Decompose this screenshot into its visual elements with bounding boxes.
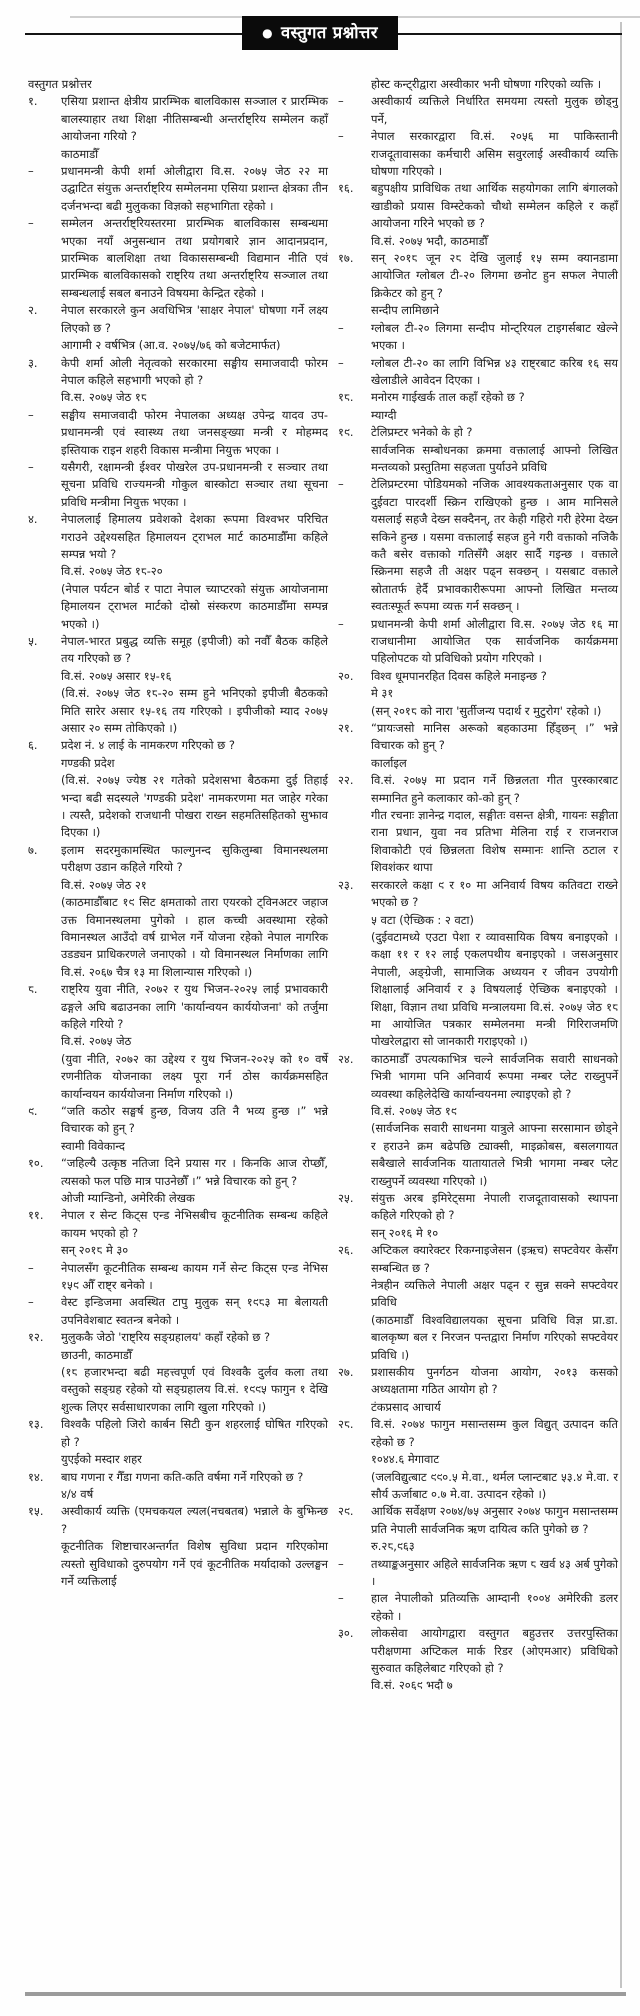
item-text: नेपाल-भारत प्रबुद्ध व्यक्ति समूह (इपीजी) को नवौँ बैठक कहिले तय गरिएको छ ? <box>61 634 328 666</box>
item-marker: – <box>28 407 34 422</box>
answer-item <box>28 877 328 894</box>
item-text: सार्वजनिक सम्बोधनका क्रममा वक्तालाई आफ्नो लिखित मन्तव्यको प्रस्तुतिमा सहजता पुर्याउने प्रविधि <box>371 442 618 474</box>
right-edge-line <box>620 22 622 1988</box>
item-text: अप्टिकल क्यारेक्टर रिकग्नाइजेसन (इऋच) सफ्टवेयर केसँग सम्बन्धित छ ? <box>371 1243 618 1275</box>
item-marker: – <box>338 616 344 631</box>
item-text: प्रदेश नं. ४ लाई के नामकरण गरिएको छ ? <box>61 738 235 753</box>
item-text: इलाम सदरमुकामस्थित फाल्गुनन्द सुकिलुम्बा विमानस्थलमा परीक्षण उडान कहिले गरियो ? <box>61 842 328 875</box>
item-text: (दुईवटामध्ये एउटा पेशा र व्यावसायिक विषय बनाइएको । कक्षा ११ र १२ लाई एकलपथीय बनाइएको । जसअनुसार नेपाली, अङ्ग्रेजी, सामाजिक अध्ययन र जीवन उपयोगी शिक्षालाई अनिवार्य र ३ विषयलाई ऐच्छिक बनाइएको । शिक्षा, विज्ञान तथा प्रविधि मन्त्रालयमा वि.सं. २०७५ जेठ १८ मा आयोजित पत्रकार सम्मेलनमा मन्त्री गिरिराजमणि पोखरेलद्वारा सो जानकारी गराइएको ।) <box>371 929 618 1049</box>
item-marker: – <box>338 355 344 370</box>
question-item <box>28 511 328 563</box>
item-text: वि.सं. २०७५ जेठ १९ <box>371 1103 457 1118</box>
item-text: वि.सं. २०७५ मा प्रदान गर्ने छिन्नलता गीत पुरस्कारबाट सम्मानित हुने कलाकार को-को हुन् ? <box>371 773 618 805</box>
item-text: वि.सं. २०७५ जेठ <box>61 1034 132 1049</box>
answer-item <box>338 755 618 772</box>
item-text: बहुपक्षीय प्राविधिक तथा आर्थिक सहयोगका लागि बंगालको खाडीको प्रयास विम्स्टेकको चौथो सम्मेलन कहिले र कहाँ आयोजना गरिने भएको छ ? <box>371 181 618 231</box>
question-item <box>338 180 618 232</box>
question-item <box>338 668 618 685</box>
answer-item <box>338 442 618 477</box>
answer-item <box>338 1103 618 1120</box>
answer-item <box>28 563 328 580</box>
question-item <box>28 1329 328 1346</box>
item-text: विश्वकै पहिलो जिरो कार्बन सिटी कुन शहरलाई घोषित गरिएको हो ? <box>61 1417 328 1449</box>
item-text: मनोरम गाईखर्क ताल कहाँ रहेको छ ? <box>371 390 525 405</box>
question-number: ९. <box>28 1103 38 1118</box>
question-number: १९. <box>338 425 354 440</box>
answer-item <box>338 1469 618 1504</box>
note-item <box>28 459 328 511</box>
question-item <box>28 981 328 1033</box>
question-number: ३. <box>28 355 38 370</box>
item-text: काठमाडौँ उपत्यकाभित्र चल्ने सार्वजनिक सवारी साधनको भित्री भागमा पनि अनिवार्य रूपमा नम्बर प्लेट राख्नुपर्ने व्यवस्था कहिलेदेखि कार्यान्वयनमा ल्याइएको हो ? <box>371 1051 618 1101</box>
item-text: सन् २०१८ मे ३० <box>61 1243 129 1258</box>
answer-item <box>338 1277 618 1312</box>
item-text: सङ्घीय समाजवादी फोरम नेपालका अध्यक्ष उपेन्द्र यादव उप-प्रधानमन्त्री एवं स्वास्थ्य तथा जनसङ्ख्या मन्त्री र मोहम्मद इस्तियाक राइन शहरी विकास मन्त्रीमा नियुक्त भएका । <box>61 407 328 457</box>
item-text: तथ्याङ्कअनुसार अहिले सार्वजनिक ऋण ८ खर्व ४३ अर्ब पुगेको । <box>371 1556 618 1588</box>
item-text: बाघ गणना र गैँडा गणना कति-कति वर्षमा गर्ने गरिएको छ ? <box>61 1469 304 1484</box>
answer-item <box>338 407 618 424</box>
item-text: वि.स. २०७५ जेठ १८ <box>61 390 147 405</box>
question-item <box>338 424 618 441</box>
item-text: वि.सं. २०७४ फागुन मसान्तसम्म कुल विद्युत् उत्पादन कति रहेको छ ? <box>371 1417 618 1449</box>
item-text: मुलुककै जेठो 'राष्ट्रिय सङ्ग्रहालय' कहाँ रहेको छ ? <box>61 1330 271 1345</box>
item-text: प्रशासकीय पुनर्गठन योजना आयोग, २०१३ कसको अध्यक्षतामा गठित आयोग हो ? <box>371 1365 618 1397</box>
item-text: सम्मेलन अन्तर्राष्ट्रियस्तरमा प्रारम्भिक बालविकास सम्बन्धमा भएका नयाँ अनुसन्धान तथा प्रयोगबारे ज्ञान आदानप्रदान, प्रारम्भिक बालशिक्षा तथा विकाससम्बन्धी विद्यमान नीति एवं प्रारम्भिक बालविकासको राष्ट्रिय तथा अन्तर्राष्ट्रिय सञ्जाल तथा सम्बन्धलाई सबल बनाउने विषयमा केन्द्रित रहेको । <box>61 216 328 300</box>
item-text: केपी शर्मा ओली नेतृत्वको सरकारमा सङ्घीय समाजवादी फोरम नेपाल कहिले सहभागी भएको हो ? <box>61 355 328 387</box>
question-item <box>338 877 618 912</box>
question-number: ५. <box>28 634 38 648</box>
answer-item <box>338 1225 618 1242</box>
item-text: ग्लोबल टी-२० का लागि विभिन्न ४३ राष्ट्रबाट करिब १६ सय खेलाडीले आवेदन दिएका । <box>371 355 618 387</box>
answer-item <box>28 337 328 354</box>
answer-item <box>338 1312 618 1364</box>
item-text: सन् २०१६ मे १० <box>371 1225 439 1240</box>
item-text: “प्रायःजसो मानिस अरूको बहकाउमा हिँड्छन् ।” भन्ने विचारक को हुन् ? <box>371 721 618 753</box>
question-number: २६. <box>338 1243 354 1258</box>
item-text: टेलिप्रम्टर भनेको के हो ? <box>371 425 473 440</box>
question-number: १२. <box>28 1330 44 1345</box>
answer-item <box>28 1190 328 1207</box>
question-item <box>338 1364 618 1399</box>
question-number: २२. <box>338 773 354 788</box>
answer-item <box>28 755 328 772</box>
note-item <box>338 1590 618 1625</box>
bottom-divider <box>25 1992 626 1996</box>
item-text: “जहिल्यै उत्कृष्ठ नतिजा दिने प्रयास गर । किनकि आज रोप्छौँ, त्यसको फल पछि मात्र पाउनेछौँ ।” भन्ने विचारक को हुन् ? <box>61 1156 328 1188</box>
question-item <box>28 355 328 390</box>
question-number: ३०. <box>338 1626 354 1641</box>
item-text: “जति कठोर सङ्घर्ष हुन्छ, विजय उति नै भव्य हुन्छ ।” भन्ने विचारक को हुन् ? <box>61 1103 328 1136</box>
item-text: नेपाल सरकारले कुन अवधिभित्र 'साक्षर नेपाल' घोषणा गर्ने लक्ष्य लिएको छ ? <box>61 303 328 335</box>
question-number: २०. <box>338 668 354 683</box>
question-number: १३. <box>28 1417 44 1432</box>
note-item <box>28 1260 328 1295</box>
item-text: वि.सं. २०७५ असार १५-१६ <box>61 668 172 683</box>
answer-item <box>338 929 618 1051</box>
item-text: लोकसेवा आयोगद्वारा वस्तुगत बहुउत्तर उत्तरपुस्तिका परीक्षणमा अप्टिकल मार्क रिडर (ओएमआर) प्रविधिको सुरुवात कहिलेबाट गरिएको हो ? <box>371 1626 618 1675</box>
question-item <box>338 1416 618 1451</box>
note-item <box>28 163 328 215</box>
section-title: वस्तुगत प्रश्नोत्तर <box>280 23 378 42</box>
question-item <box>28 1469 328 1486</box>
question-item <box>338 720 618 755</box>
magazine-page <box>0 16 640 2016</box>
item-text: टंकप्रसाद आचार्य <box>371 1399 441 1414</box>
question-item <box>28 1155 328 1190</box>
item-text: कूटनीतिक शिष्टाचारअन्तर्गत विशेष सुविधा प्रदान गरिएकोमा त्यस्तो सुविधाको दुरुपयोग गर्ने एवं कूटनीतिक मर्यादाको उल्लङ्घन गर्ने व्यक्तिलाई <box>61 1539 328 1588</box>
answer-item <box>338 685 618 702</box>
item-text: आगामी २ वर्षभित्र (आ.व. २०७५/७६ को बजेटमार्फत) <box>61 338 281 353</box>
item-text: (काठमाडौँ विश्वविद्यालयका सूचना प्रविधि विज्ञ प्रा.डा. बालकृष्ण बल र निरजन पन्तद्वारा निर्माण गरिएको सफ्टवेयर प्रविधि ।) <box>371 1312 618 1362</box>
item-text: वि.सं. २०७५ जेठ २१ <box>61 877 147 892</box>
answer-item <box>28 1364 328 1416</box>
item-text: वि.सं. २०७५ भदौ, काठमाडौँ <box>371 233 488 248</box>
item-text: नेपाल र सेन्ट किट्स एन्ड नेभिसबीच कूटनीतिक सम्बन्ध कहिले कायम भएको हो ? <box>61 1208 328 1240</box>
item-text: वि.सं. २०७५ जेठ १८-२० <box>61 564 163 579</box>
answer-item <box>338 703 618 720</box>
item-text: (जलविद्युत्बाट ९९०.५ मे.वा., थर्मल प्लान्टबाट ५३.४ मे.वा. र सौर्य ऊर्जाबाट ०.७ मे.वा. उत्पादन रहेको ।) <box>371 1469 618 1501</box>
answer-item <box>28 1242 328 1259</box>
question-number: ११. <box>28 1208 44 1223</box>
item-text: अस्वीकार्य व्यक्ति (एमचकयल ल्यल(नचबतब) भन्नाले के बुझिन्छ ? <box>61 1504 328 1536</box>
item-text: आर्थिक सर्वेक्षण २०७४/७५ अनुसार २०७४ फागुन मसान्तसम्म प्रति नेपाली सार्वजनिक ऋण दायित्व कति पुगेको छ ? <box>371 1504 618 1536</box>
item-text: वेस्ट इन्डिजमा अवस्थित टापु मुलुक सन् १९८३ मा बेलायती उपनिवेशबाट स्वतन्त्र बनेको । <box>61 1295 328 1327</box>
item-marker: – <box>338 1591 344 1606</box>
item-text: एसिया प्रशान्त क्षेत्रीय प्रारम्भिक बालविकास सञ्जाल र प्रारम्भिक बालस्याहार तथा शिक्षा नीतिसम्बन्धी अन्तर्राष्ट्रिय सम्मेलन कहाँ आयोजना गरियो ? <box>61 94 328 144</box>
item-marker: – <box>28 1260 34 1275</box>
question-number: १७. <box>338 251 354 266</box>
item-text: गण्डकी प्रदेश <box>61 755 115 770</box>
question-item <box>28 302 328 337</box>
answer-item <box>28 1538 328 1590</box>
item-text: ओजी म्यान्डिनो, अमेरिकी लेखक <box>61 1191 195 1205</box>
note-item <box>338 1556 618 1591</box>
question-number: १६. <box>338 181 354 196</box>
question-item <box>338 1051 618 1103</box>
note-item <box>338 616 618 668</box>
right-column <box>338 76 618 1695</box>
item-text: (सन् २०१८ को नारा 'सुर्तीजन्य पदार्थ र मुटुरोग' रहेको ।) <box>371 703 602 718</box>
answer-item <box>338 807 618 877</box>
answer-item <box>338 302 618 319</box>
question-number: २१. <box>338 721 354 736</box>
item-text: नेपालसँग कूटनीतिक सम्बन्ध कायम गर्ने सेन्ट किट्स एन्ड नेभिस १५९ औँ राष्ट्र बनेको । <box>61 1260 328 1293</box>
note-item <box>28 1294 328 1329</box>
section-title-banner <box>242 16 398 50</box>
question-item <box>338 389 618 406</box>
section-header <box>0 16 640 54</box>
note-item <box>28 407 328 459</box>
answer-item <box>28 1033 328 1050</box>
item-text: (वि.सं. २०७५ ज्येष्ठ २१ गतेको प्रदेशसभा बैठकमा दुई तिहाई भन्दा बढी सदस्यले 'गण्डकी प्रदेश' नामकरणमा मत जाहेर गरेका । त्यस्तै, प्रदेशको राजधानी पोखरा राख्न सहमतिसहितको सुझाव दिएका ।) <box>61 773 328 840</box>
question-number: २७. <box>338 1365 354 1380</box>
item-text: (नेपाल पर्यटन बोर्ड र पाटा नेपाल च्याप्टरको संयुक्त आयोजनामा हिमालयन ट्राभल मार्टको दोस्रो संस्करण काठमाडौँमा सम्पन्न भएको ।) <box>61 581 328 631</box>
question-item <box>338 1242 618 1277</box>
answer-item <box>28 668 328 685</box>
column-heading: वस्तुगत प्रश्नोत्तर <box>28 77 92 91</box>
question-number: २. <box>28 303 38 318</box>
question-number: १५. <box>28 1504 44 1519</box>
item-text: स्वामी विवेकान्द <box>61 1138 125 1153</box>
item-text: (युवा नीति, २०७२ का उद्देश्य र युथ भिजन-२०२५ को १० वर्षे रणनीतिक योजनाका लक्ष्य पूरा गर्न ठोस कार्यक्रमसहित कार्यान्वयन कार्ययोजना निर्माण गरिएको ।) <box>61 1051 328 1101</box>
item-text: यसैगरी, रक्षामन्त्री ईश्वर पोखरेल उप-प्रधानमन्त्री र सञ्चार तथा सूचना प्रविधि राज्यमन्त्री गोकुल बास्कोटा सञ्चार तथा सूचना प्रविधि मन्त्रीमा नियुक्त भएका । <box>61 459 328 509</box>
item-text: (काठमाडौँबाट १९ सिट क्षमताको तारा एयरको ट्विनअटर जहाज उक्त विमानस्थलमा पुगेको । हाल कच्ची अवस्थामा रहेको विमानस्थल आउँदो वर्ष ग्राभेल गर्ने योजना रहेको नेपाल नागरिक उडड्यन प्राधिकरणले जनाएको । यो विमानस्थल निर्माणका लागि वि.सं. २०६७ चैत्र १३ मा शिलान्यास गरिएको ।) <box>61 895 328 979</box>
item-text: १०४४.६ मेगावाट <box>371 1452 440 1467</box>
answer-item <box>338 76 618 93</box>
answer-item <box>28 685 328 737</box>
item-marker: – <box>28 1295 34 1310</box>
question-number: २५. <box>338 1191 354 1205</box>
item-text: वि.सं. २०६९ भदौ ७ <box>371 1678 453 1693</box>
answer-item <box>338 1677 618 1694</box>
answer-item <box>28 1138 328 1155</box>
question-item <box>338 1190 618 1225</box>
item-text: होस्ट कन्ट्रीद्वारा अस्वीकार भनी घोषणा गरिएको व्यक्ति । <box>371 77 602 91</box>
question-number: १८. <box>338 390 354 405</box>
note-item <box>338 93 618 128</box>
item-text: नेपाल सरकारद्वारा वि.सं. २०५६ मा पाकिस्तानी राजदूतावासका कर्मचारी असिम सवुरलाई अस्वीकार्य व्यक्ति घोषणा गरिएको । <box>371 129 618 179</box>
note-item <box>338 476 618 615</box>
item-text: कार्लाइल <box>371 755 407 770</box>
item-text: ग्लोबल टी-२० लिगमा सन्दीप मोन्ट्रियल टाइगर्सबाट खेल्ने भएका । <box>371 320 618 353</box>
question-number: २८. <box>338 1417 354 1432</box>
item-text: विश्व धूमपानरहित दिवस कहिले मनाइन्छ ? <box>371 668 547 683</box>
item-text: छाउनी, काठमाडौँ <box>61 1347 132 1362</box>
question-number: ६. <box>28 738 38 753</box>
item-marker: – <box>338 94 344 109</box>
item-text: हाल नेपालीको प्रतिव्यक्ति आम्दानी १००४ अमेरिकी डलर रहेको । <box>371 1591 618 1623</box>
answer-item <box>28 146 328 163</box>
question-number: १०. <box>28 1156 44 1171</box>
question-item <box>28 633 328 668</box>
note-item <box>28 215 328 302</box>
question-item <box>338 1625 618 1677</box>
answer-item <box>28 1486 328 1503</box>
item-text: (१८ हजारभन्दा बढी महत्त्वपूर्ण एवं विश्वकै दुर्लव कला तथा वस्तुको सङ्ग्रह रहेको यो सङ्ग्रहालय वि.सं. १९९५ फागुन १ देखि शुल्क लिएर सर्वसाधारणका लागि खुला गरिएको ।) <box>61 1365 328 1414</box>
item-text: अस्वीकार्य व्यक्तिले निर्धारित समयमा त्यस्तो मुलुक छोड्नु पर्ने, <box>371 94 618 126</box>
question-number: १४. <box>28 1469 44 1484</box>
question-item <box>28 1416 328 1451</box>
item-text: गीत रचनाः ज्ञानेन्द्र गदाल, सङ्गीतः वसन्त क्षेत्री, गायनः सङ्गीता राना प्रधान, युवा नव प्रतिभा मेलिना राई र राजनराज शिवाकोटी एवं छिन्नलता विशेष सम्मानः शान्ति ठटाल र शिवशंकर थापा <box>371 808 618 875</box>
item-marker: – <box>338 320 344 335</box>
answer-item <box>28 389 328 406</box>
question-number: ७. <box>28 842 38 857</box>
answer-item <box>28 894 328 981</box>
question-item <box>28 1503 328 1538</box>
item-text: रु.२८,९६३ <box>371 1539 415 1554</box>
answer-item <box>28 581 328 633</box>
item-marker: – <box>28 216 34 231</box>
item-text: मे ३१ <box>371 686 394 701</box>
item-text: नेपाललाई हिमालय प्रवेशको देशका रूपमा विश्वभर परिचित गराउने उद्देश्यसहित हिमालयन ट्राभल मार्ट काठमाडौँमा कहिले सम्पन्न भयो ? <box>61 512 328 561</box>
item-marker: – <box>28 459 34 474</box>
item-text: युएईको मस्दार शहर <box>61 1452 142 1467</box>
left-column <box>28 76 328 1695</box>
question-number: ४. <box>28 512 38 527</box>
question-item <box>28 1103 328 1138</box>
item-text: ४/४ वर्ष <box>61 1486 94 1501</box>
note-item <box>338 128 618 180</box>
answer-item <box>338 233 618 250</box>
item-text: नेत्रहीन व्यक्तिले नेपाली अक्षर पढ्न र सुन्न सक्ने सफ्टवेयर प्रविधि <box>371 1278 618 1310</box>
question-item <box>28 737 328 754</box>
item-marker: – <box>338 1556 344 1571</box>
answer-item <box>338 1538 618 1555</box>
question-number: २३. <box>338 877 354 892</box>
note-item <box>338 355 618 390</box>
answer-item <box>28 1347 328 1364</box>
item-marker: – <box>28 164 34 179</box>
answer-item <box>28 1451 328 1468</box>
note-item <box>338 320 618 355</box>
item-text: संयुक्त अरब इमिरेट्समा नेपाली राजदूतावासको स्थापना कहिले गरिएको हो ? <box>371 1191 618 1223</box>
question-item <box>338 1503 618 1538</box>
question-number: २९. <box>338 1504 354 1519</box>
item-text: सन् २०१८ जून २८ देखि जुलाई १५ सम्म क्यानडामा आयोजित ग्लोबल टी-२० लिगमा छनोट हुन सफल नेपाली क्रिकेटर को हुन् ? <box>371 251 618 300</box>
item-text: प्रधानमन्त्री केपी शर्मा ओलीद्वारा वि.स. २०७५ जेठ १६ मा राजधानीमा आयोजित एक सार्वजनिक कार्यक्रममा पहिलोपटक यो प्रविधिको प्रयोग गरिएको । <box>371 616 618 666</box>
answer-item <box>28 772 328 842</box>
item-text: ५ वटा (ऐच्छिक : २ वटा) <box>371 912 474 927</box>
question-number: २४. <box>338 1051 354 1066</box>
question-number: ८. <box>28 982 38 997</box>
item-text: म्याग्दी <box>371 407 397 422</box>
item-text: टेलिप्रम्टरमा पोडियमको नजिक आवश्यकताअनुसार एक वा दुईवटा पारदर्शी स्क्रिन राखिएको हुन्छ । आम मानिसले यसलाई सहजै देख्न सक्दैनन्, तर केही गहिरो गरी हेरेमा देख्न सकिने हुन्छ । यसमा वक्तालाई सहज हुने गरी वक्ताको नजिकै कतै बसेर वक्ताको गतिसँगै अक्षर सार्दै गइन्छ । वक्ताले स्क्रिनमा सहजै ती अक्षर पढ्न सक्छन् । यसबाट वक्ताले स्रोतातर्फ हेर्दै प्रभावकारीरूपमा आफ्नो लिखित मन्तव्य स्वतःस्फूर्त रूपमा व्यक्त गर्न सक्छन् । <box>371 477 618 614</box>
answer-item <box>338 1399 618 1416</box>
answer-item <box>28 1051 328 1103</box>
item-text: राष्ट्रिय युवा नीति, २०७२ र युथ भिजन-२०२५ लाई प्रभावकारी ढङ्गले अघि बढाउनका लागि 'कार्यान्वयन कार्ययोजना' को तर्जुमा कहिले गरियो ? <box>61 982 328 1031</box>
item-marker: – <box>338 129 344 144</box>
item-marker: – <box>338 477 344 492</box>
item-text: सन्दीप लामिछाने <box>371 303 440 318</box>
question-item <box>28 1207 328 1242</box>
item-text: सरकारले कक्षा ९ र १० मा अनिवार्य विषय कतिवटा राख्ने भएको छ ? <box>371 877 618 910</box>
question-number: १. <box>28 94 38 109</box>
item-text: (सार्वजनिक सवारी साधनमा यात्रुले आफ्ना सरसामान छोड्ने र हराउने क्रम बढेपछि ट्याक्सी, माइक्रोबस, बसलगायत सबैखाले सार्वजनिक यातायातले भित्री भागमा नम्बर प्लेट राख्नुपर्ने व्यवस्था गरिएको ।) <box>371 1121 618 1188</box>
bullet-icon: ● <box>262 26 273 41</box>
answer-item <box>338 1451 618 1468</box>
answer-item <box>338 1120 618 1190</box>
item-text: काठमाडौँ <box>61 146 99 161</box>
answer-item <box>338 912 618 929</box>
item-text: (वि.सं. २०७५ जेठ १८-२० सम्म हुने भनिएको इपीजी बैठकको मिति सारेर असार १५-१६ तय गरिएको । इपीजीको म्याद २०७५ असार २० सम्म तोकिएको ।) <box>61 686 328 736</box>
two-column-content <box>0 54 640 1695</box>
question-item <box>338 772 618 807</box>
question-item <box>338 250 618 302</box>
question-item <box>28 93 328 145</box>
item-text: प्रधानमन्त्री केपी शर्मा ओलीद्वारा वि.स. २०७५ जेठ २२ मा उद्घाटित संयुक्त अन्तर्राष्ट्रिय सम्मेलनमा एसिया प्रशान्त क्षेत्रका तीन दर्जनभन्दा बढी मुलुकका विज्ञको सहभागिता रहेको । <box>61 164 328 213</box>
question-item <box>28 842 328 877</box>
